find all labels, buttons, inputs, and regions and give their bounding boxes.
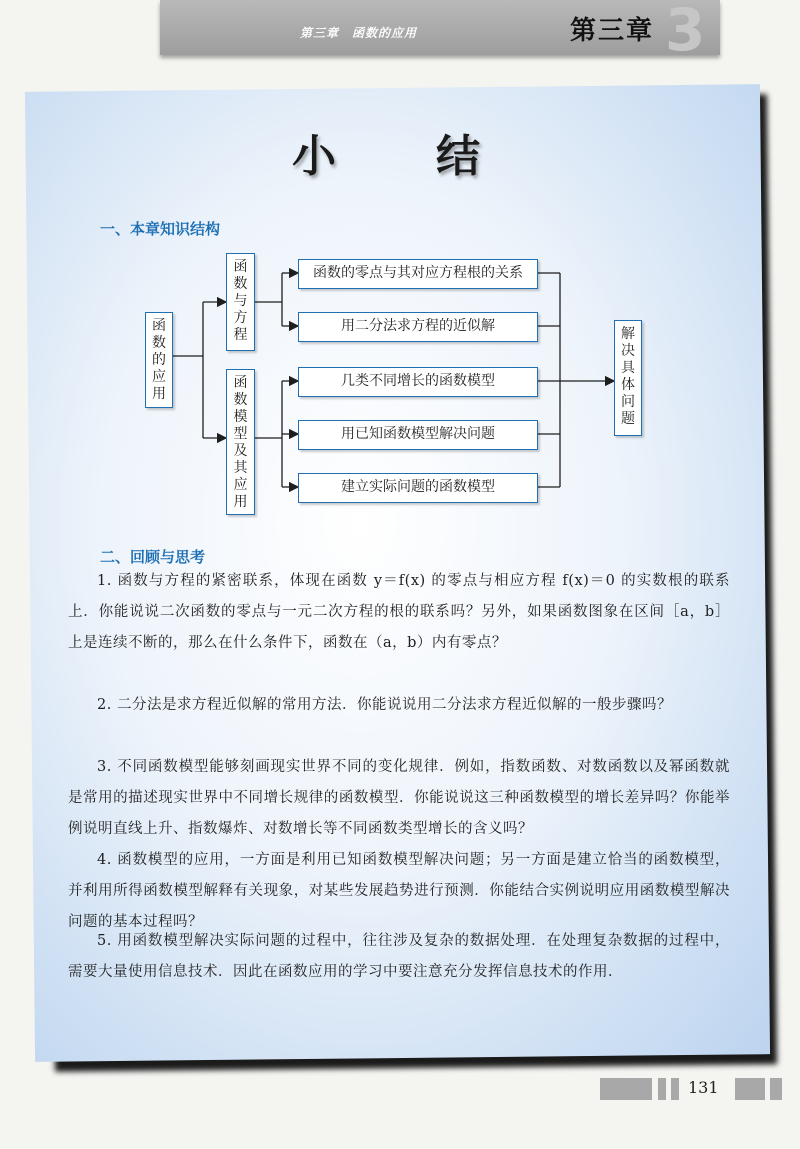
review-paragraph-4: 4. 函数模型的应用，一方面是利用已知函数模型解决问题；另一方面是建立恰当的函数模型，并利用所得函数模型解释有关现象，对某些发展趋势进行预测．你能结合实例说明应用函数模型解决问题的基本过程吗？ xyxy=(68,852,730,930)
page-title: 小 结 xyxy=(292,131,508,182)
branch-box-function-and-equation xyxy=(226,253,255,351)
footer-bar-small xyxy=(671,1078,679,1100)
branch-box-function-models xyxy=(226,369,255,515)
section-heading-structure: 一、本章知识结构 xyxy=(100,220,221,238)
root-char: 的 xyxy=(152,352,166,368)
footer-bar-small xyxy=(658,1078,666,1100)
root-char: 用 xyxy=(152,386,166,402)
review-paragraph-3: 3. 不同函数模型能够刻画现实世界不同的变化规律．例如，指数函数、对数函数以及幂函数就是常用的描述现实世界中不同增长规律的函数模型．你能说说这三种函数模型的增长差异吗？你能举例说明直线上升、指数爆炸、对数增长等不同函数类型增长的含义吗？ xyxy=(68,759,730,837)
footer-bar-right-small xyxy=(770,1078,782,1100)
branch-b-char: 模 xyxy=(233,409,248,425)
branch-b-char: 型 xyxy=(233,426,248,442)
review-paragraph-5: 5. 用函数模型解决实际问题的过程中，往往涉及复杂的数据处理．在处理复杂数据的过程中，需要大量使用信息技术．因此在函数应用的学习中要注意充分发挥信息技术的作用． xyxy=(68,933,730,980)
result-char: 决 xyxy=(621,343,635,359)
branch-b-char: 数 xyxy=(233,392,248,408)
item-box-known-models: 用已知函数模型解决问题 xyxy=(298,420,538,450)
result-char: 体 xyxy=(621,377,635,393)
section-heading-review: 二、回顾与思考 xyxy=(100,548,206,566)
branch-a-char: 程 xyxy=(233,327,248,343)
branch-a-char: 与 xyxy=(233,293,248,309)
root-box-function-application xyxy=(145,312,173,408)
page-number: 131 xyxy=(688,1078,719,1097)
footer-bar-left xyxy=(600,1078,652,1100)
chapter-tag: 第三章 xyxy=(570,16,655,46)
result-box-solve-problems xyxy=(614,320,642,436)
root-char: 数 xyxy=(152,335,166,351)
result-char: 题 xyxy=(621,411,635,427)
result-char: 具 xyxy=(621,360,635,376)
branch-b-char: 及 xyxy=(233,443,248,459)
branch-b-char: 用 xyxy=(233,494,248,510)
footer-bar-right xyxy=(735,1078,765,1100)
branch-a-char: 函 xyxy=(233,259,248,275)
review-paragraph-2: 2. 二分法是求方程近似解的常用方法．你能说说用二分法求方程近似解的一般步骤吗？ xyxy=(97,697,672,713)
review-paragraph-1: 1. 函数与方程的紧密联系，体现在函数 y＝f(x) 的零点与相应方程 f(x)＝0 的实数根的联系上．你能说说二次函数的零点与一元二次方程的根的联系吗？另外，如果函数图象在区间［a，b］上是连续不断的，那么在什么条件下，函数在（a，b）内有零点？ xyxy=(68,573,730,651)
root-char: 函 xyxy=(152,318,166,334)
branch-a-char: 数 xyxy=(233,276,248,292)
branch-b-char: 其 xyxy=(233,460,248,476)
item-box-zero-and-root: 函数的零点与其对应方程根的关系 xyxy=(298,259,538,289)
branch-b-char: 应 xyxy=(233,477,248,493)
chapter-breadcrumb: 第三章 函数的应用 xyxy=(300,26,418,40)
item-box-build-models: 建立实际问题的函数模型 xyxy=(298,473,538,503)
result-char: 解 xyxy=(621,326,635,342)
result-char: 问 xyxy=(621,394,635,410)
root-char: 应 xyxy=(152,369,166,385)
item-box-bisection: 用二分法求方程的近似解 xyxy=(298,312,538,342)
chapter-number-watermark: 3 xyxy=(665,0,706,64)
branch-a-char: 方 xyxy=(233,310,248,326)
branch-b-char: 函 xyxy=(233,375,248,391)
item-box-growth-models: 几类不同增长的函数模型 xyxy=(298,367,538,397)
